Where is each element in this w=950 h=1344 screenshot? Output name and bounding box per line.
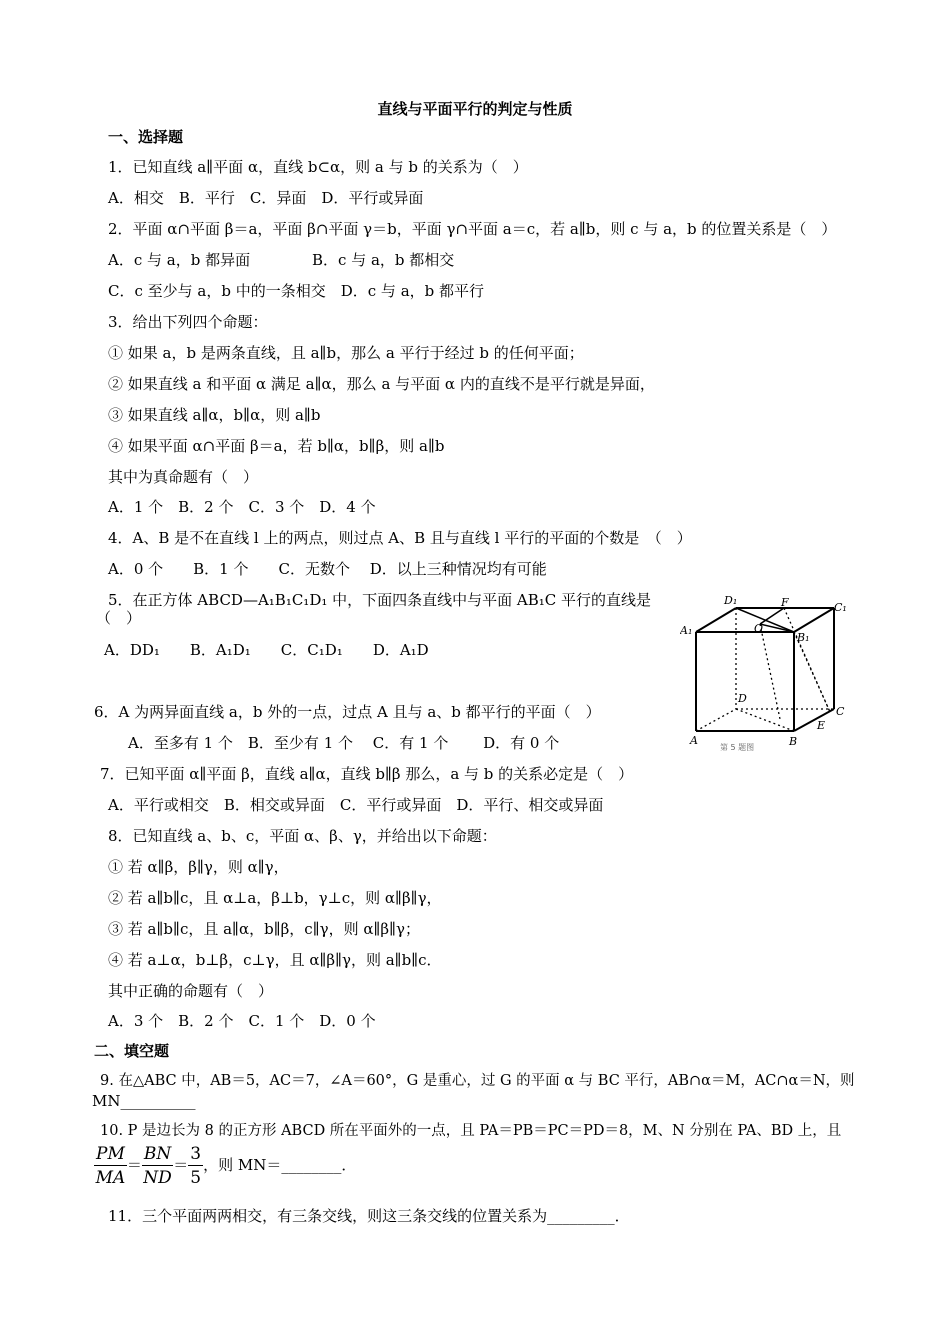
- label-a: A: [690, 734, 698, 747]
- question-5-paren: （ ）: [96, 609, 142, 627]
- question-8-statement-4: ④ 若 a⊥α，b⊥β，c⊥γ，且 α∥β∥γ，则 a∥b∥c．: [108, 951, 442, 969]
- question-8: 8．已知直线 a、b、c，平面 α、β、γ，并给出以下命题：: [108, 827, 497, 845]
- question-10-formula: $\frac{PM}{MA}$ ＝ $\frac{BN}{ND}$ ＝ $\frac{3}{5}$ ，则 MN＝________．: [95, 1143, 357, 1188]
- figure-caption: 第 5 题图: [720, 743, 755, 752]
- label-c1: C₁: [834, 601, 847, 614]
- label-b: B: [789, 735, 798, 748]
- question-8-options: A．3 个 B．2 个 C．1 个 D．0 个: [108, 1012, 376, 1030]
- question-7: 7．已知平面 α∥平面 β，直线 a∥α，直线 b∥β 那么，a 与 b 的关系必定是（ ）: [100, 765, 634, 783]
- label-d1: D₁: [724, 594, 738, 607]
- question-2-option-a: A．c 与 a，b 都异面: [108, 251, 251, 269]
- label-b1: B₁: [797, 631, 810, 644]
- question-5: 5．在正方体 ABCD—A₁B₁C₁D₁ 中，下面四条直线中与平面 AB₁C 平行的直线是: [108, 591, 652, 609]
- fraction-bn-nd: $\frac{BN}{ND}$: [143, 1143, 172, 1188]
- section-choice-heading: 一、选择题: [108, 128, 184, 146]
- label-c: C: [836, 705, 845, 718]
- question-2: 2．平面 α∩平面 β＝a，平面 β∩平面 γ＝b，平面 γ∩平面 a＝c，若 a∥b，则 c 与 a，b 的位置关系是（ ）: [108, 220, 837, 238]
- question-3-statement-4: ④ 如果平面 α∩平面 β＝a，若 b∥α，b∥β，则 a∥b: [108, 437, 445, 455]
- question-7-options: A．平行或相交 B．相交或异面 C．平行或异面 D．平行、相交或异面: [108, 796, 604, 814]
- question-3-ask: 其中为真命题有（ ）: [108, 468, 259, 486]
- question-10-line-1: 10. P 是边长为 8 的正方形 ABCD 所在平面外的一点，且 PA＝PB＝PC＝PD＝8，M、N 分别在 PA、BD 上，且: [100, 1123, 842, 1139]
- page-title: 直线与平面平行的判定与性质: [377, 100, 573, 118]
- question-6-options: A．至多有 1 个 B．至少有 1 个 C．有 1 个 D．有 0 个: [128, 734, 560, 752]
- question-8-statement-2: ② 若 a∥b∥c，且 α⊥a，β⊥b，γ⊥c，则 α∥β∥γ，: [108, 889, 442, 907]
- cube-figure: [680, 594, 850, 754]
- question-11: 11．三个平面两两相交，有三条交线，则这三条交线的位置关系为_________．: [108, 1207, 630, 1225]
- question-9-line-1: 9. 在△ABC 中，AB＝5，AC＝7，∠A＝60°，G 是重心，过 G 的平面 α 与 BC 平行，AB∩α＝M，AC∩α＝N，则: [100, 1073, 855, 1089]
- label-d: D: [738, 692, 747, 705]
- question-1: 1．已知直线 a∥平面 α，直线 b⊂α，则 a 与 b 的关系为（ ）: [108, 158, 528, 176]
- label-a1: A₁: [680, 624, 693, 637]
- question-8-statement-1: ① 若 α∥β，β∥γ，则 α∥γ，: [108, 858, 289, 876]
- question-5-options: A．DD₁ B．A₁D₁ C．C₁D₁ D．A₁D: [104, 641, 429, 659]
- label-f: F: [781, 596, 789, 609]
- question-3-statement-3: ③ 如果直线 a∥α，b∥α，则 a∥b: [108, 406, 321, 424]
- label-o: O: [754, 622, 764, 635]
- question-4: 4．A、B 是不在直线 l 上的两点，则过点 A、B 且与直线 l 平行的平面的个数是 （ ）: [108, 529, 692, 547]
- question-6: 6．A 为两异面直线 a，b 外的一点，过点 A 且与 a、b 都平行的平面（ ）: [94, 703, 601, 721]
- question-3-statement-1: ① 如果 a，b 是两条直线，且 a∥b，那么 a 平行于经过 b 的任何平面；: [108, 344, 584, 362]
- question-2-options-cd: C．c 至少与 a，b 中的一条相交 D．c 与 a，b 都平行: [108, 282, 485, 300]
- question-1-options: A．相交 B．平行 C．异面 D．平行或异面: [108, 189, 424, 207]
- question-9-line-2: MN__________: [92, 1092, 196, 1110]
- question-8-statement-3: ③ 若 a∥b∥c，且 a∥α，b∥β，c∥γ，则 α∥β∥γ；: [108, 920, 420, 938]
- question-3-statement-2: ② 如果直线 a 和平面 α 满足 a∥α，那么 a 与平面 α 内的直线不是平行就是异面，: [108, 375, 655, 393]
- label-e: E: [817, 719, 826, 732]
- fraction-three-fifths: $\frac{3}{5}$: [190, 1143, 202, 1188]
- question-3: 3．给出下列四个命题：: [108, 313, 268, 331]
- section-fill-heading: 二、填空题: [94, 1042, 170, 1060]
- question-2-option-b: B．c 与 a，b 都相交: [312, 251, 455, 269]
- question-8-ask: 其中正确的命题有（ ）: [108, 982, 274, 1000]
- fraction-pm-ma: $\frac{PM}{MA}$: [95, 1143, 126, 1188]
- question-4-options: A．0 个 B．1 个 C．无数个 D．以上三种情况均有可能: [108, 560, 547, 578]
- question-3-options: A．1 个 B．2 个 C．3 个 D．4 个: [108, 498, 376, 516]
